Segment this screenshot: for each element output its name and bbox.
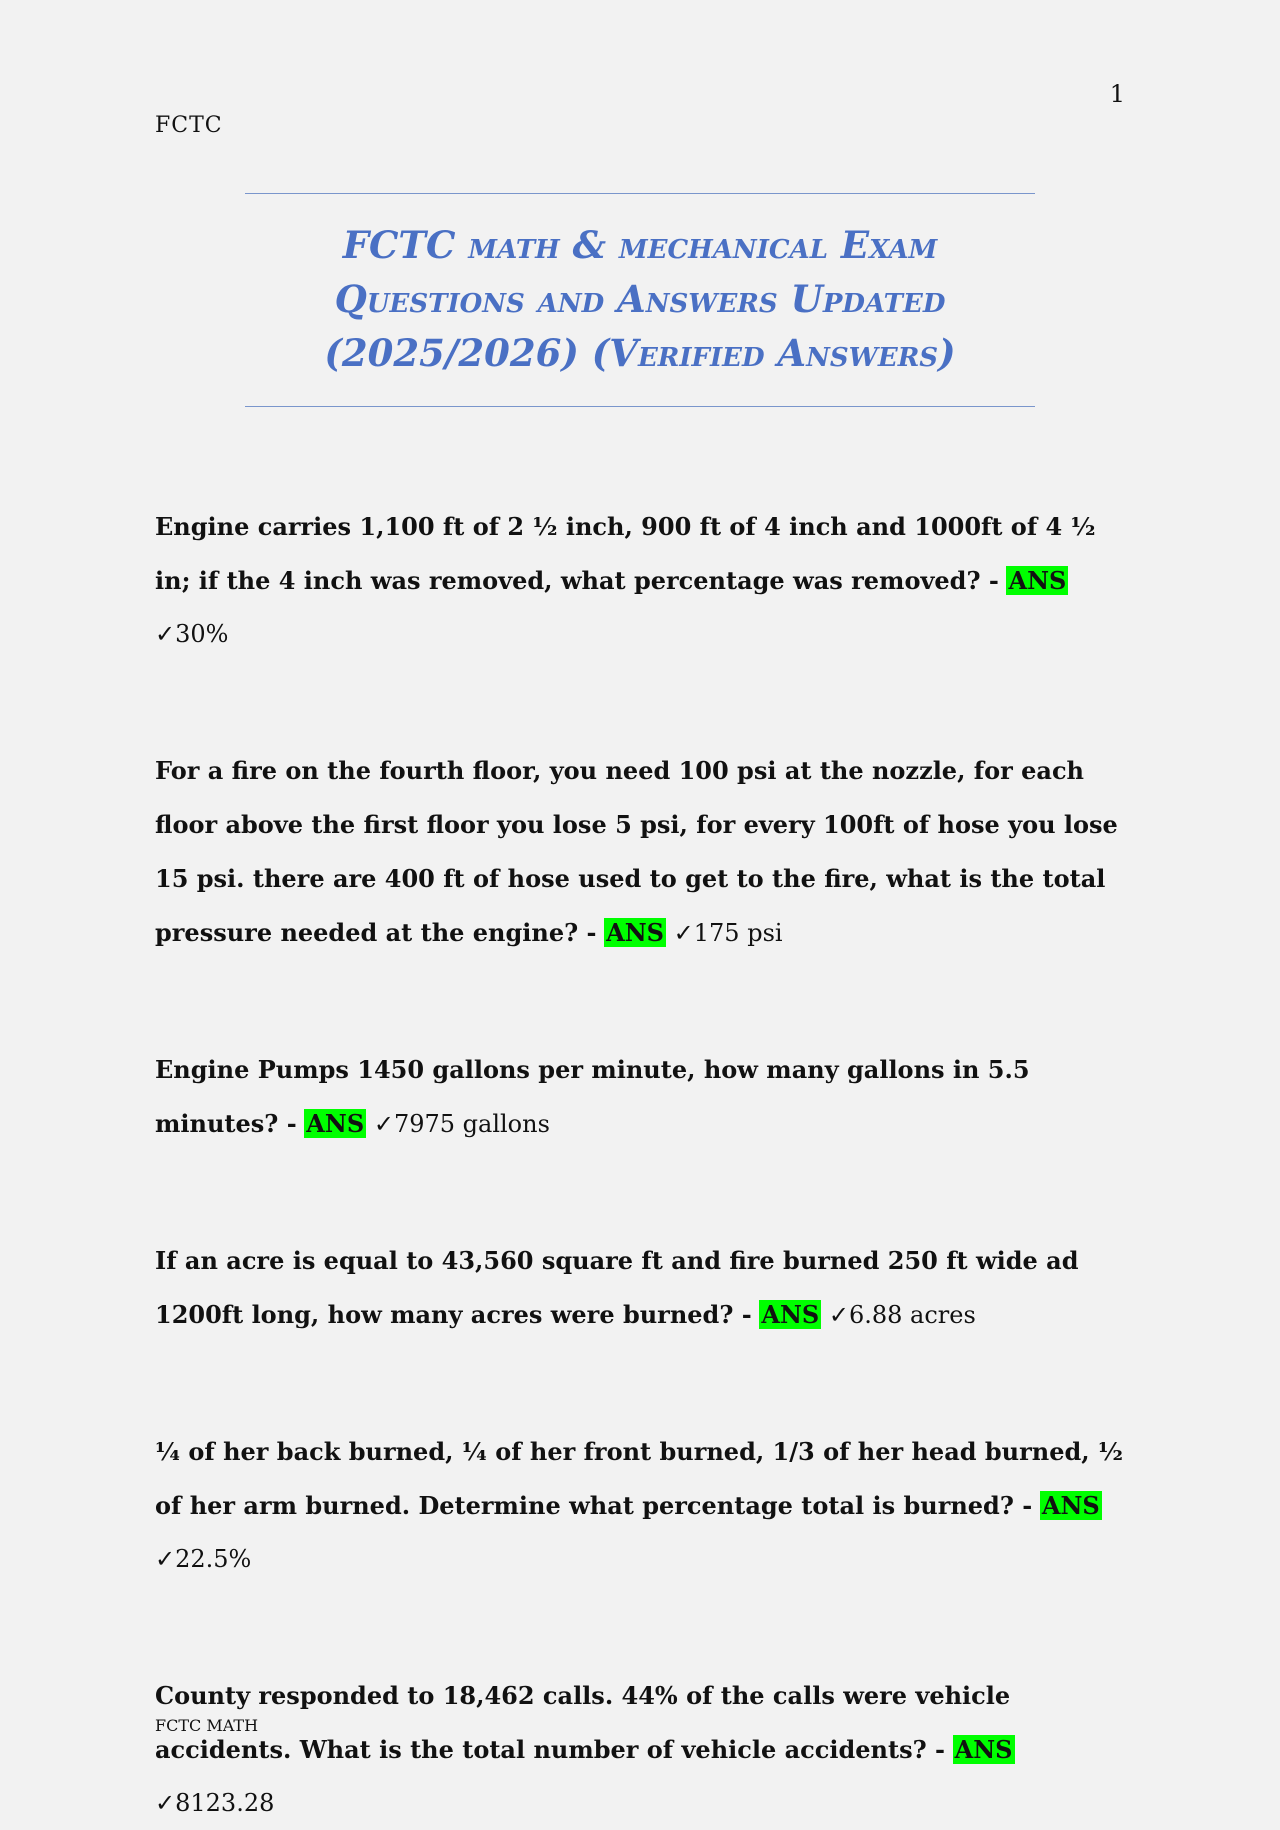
page-number: 1 bbox=[1109, 80, 1125, 108]
check-icon: ✓ bbox=[373, 1110, 394, 1138]
qa-item bbox=[155, 500, 1135, 661]
footer-label: FCTC MATH bbox=[155, 1716, 259, 1735]
ans-badge: ANS bbox=[306, 1109, 365, 1138]
ans-badge: ANS bbox=[954, 1735, 1013, 1764]
ans-badge: ANS bbox=[1008, 566, 1067, 595]
question-text: Engine Pumps 1450 gallons per minute, how many gallons in 5.5 minutes? - bbox=[155, 1055, 1030, 1138]
check-icon: ✓ bbox=[155, 1545, 176, 1573]
check-icon: ✓ bbox=[828, 1301, 849, 1329]
header-label: FCTC bbox=[155, 113, 223, 138]
ans-badge: ANS bbox=[1041, 1491, 1100, 1520]
qa-item bbox=[155, 1425, 1135, 1586]
answer-text: 8123.28 bbox=[175, 1789, 275, 1817]
question-text: County responded to 18,462 calls. 44% of the calls were vehicle accidents. What is the total number of vehicle accidents? - bbox=[155, 1681, 1011, 1764]
document-title: FCTC math & mechanical Exam Questions and Answers Updated (2025/2026) (Verified Answers) bbox=[324, 223, 956, 375]
answer-text: 175 psi bbox=[693, 919, 783, 947]
answer-text: 6.88 acres bbox=[848, 1301, 976, 1329]
answer-text: 22.5% bbox=[175, 1545, 252, 1573]
qa-item bbox=[155, 1234, 1135, 1342]
answer-text: 7975 gallons bbox=[393, 1110, 550, 1138]
title-block bbox=[245, 193, 1035, 407]
qa-item bbox=[155, 1043, 1135, 1151]
question-text: Engine carries 1,100 ft of 2 ½ inch, 900 ft of 4 inch and 1000ft of 4 ½ in; if the 4 inch was removed, what percentage was removed? - bbox=[155, 512, 1096, 595]
ans-badge: ANS bbox=[606, 918, 665, 947]
check-icon: ✓ bbox=[155, 620, 176, 648]
question-text: For a fire on the fourth floor, you need 100 psi at the nozzle, for each floor above the first floor you lose 5 psi, for every 100ft of hose you lose 15 psi. there are 400 ft of hose used to get to the fire, what is the total pressure needed at the engine? - bbox=[155, 756, 1118, 947]
answer-text: 30% bbox=[175, 620, 229, 648]
ans-badge: ANS bbox=[761, 1300, 820, 1329]
check-icon: ✓ bbox=[155, 1789, 176, 1817]
qa-item bbox=[155, 1669, 1135, 1830]
question-text: ¼ of her back burned, ¼ of her front burned, 1/3 of her head burned, ½ of her arm burned. Determine what percentage total is burned? - bbox=[155, 1437, 1124, 1520]
question-text: If an acre is equal to 43,560 square ft and fire burned 250 ft wide ad 1200ft long, how many acres were burned? - bbox=[155, 1246, 1079, 1329]
qa-item bbox=[155, 744, 1135, 960]
qa-list bbox=[155, 500, 1135, 1830]
check-icon: ✓ bbox=[673, 919, 694, 947]
